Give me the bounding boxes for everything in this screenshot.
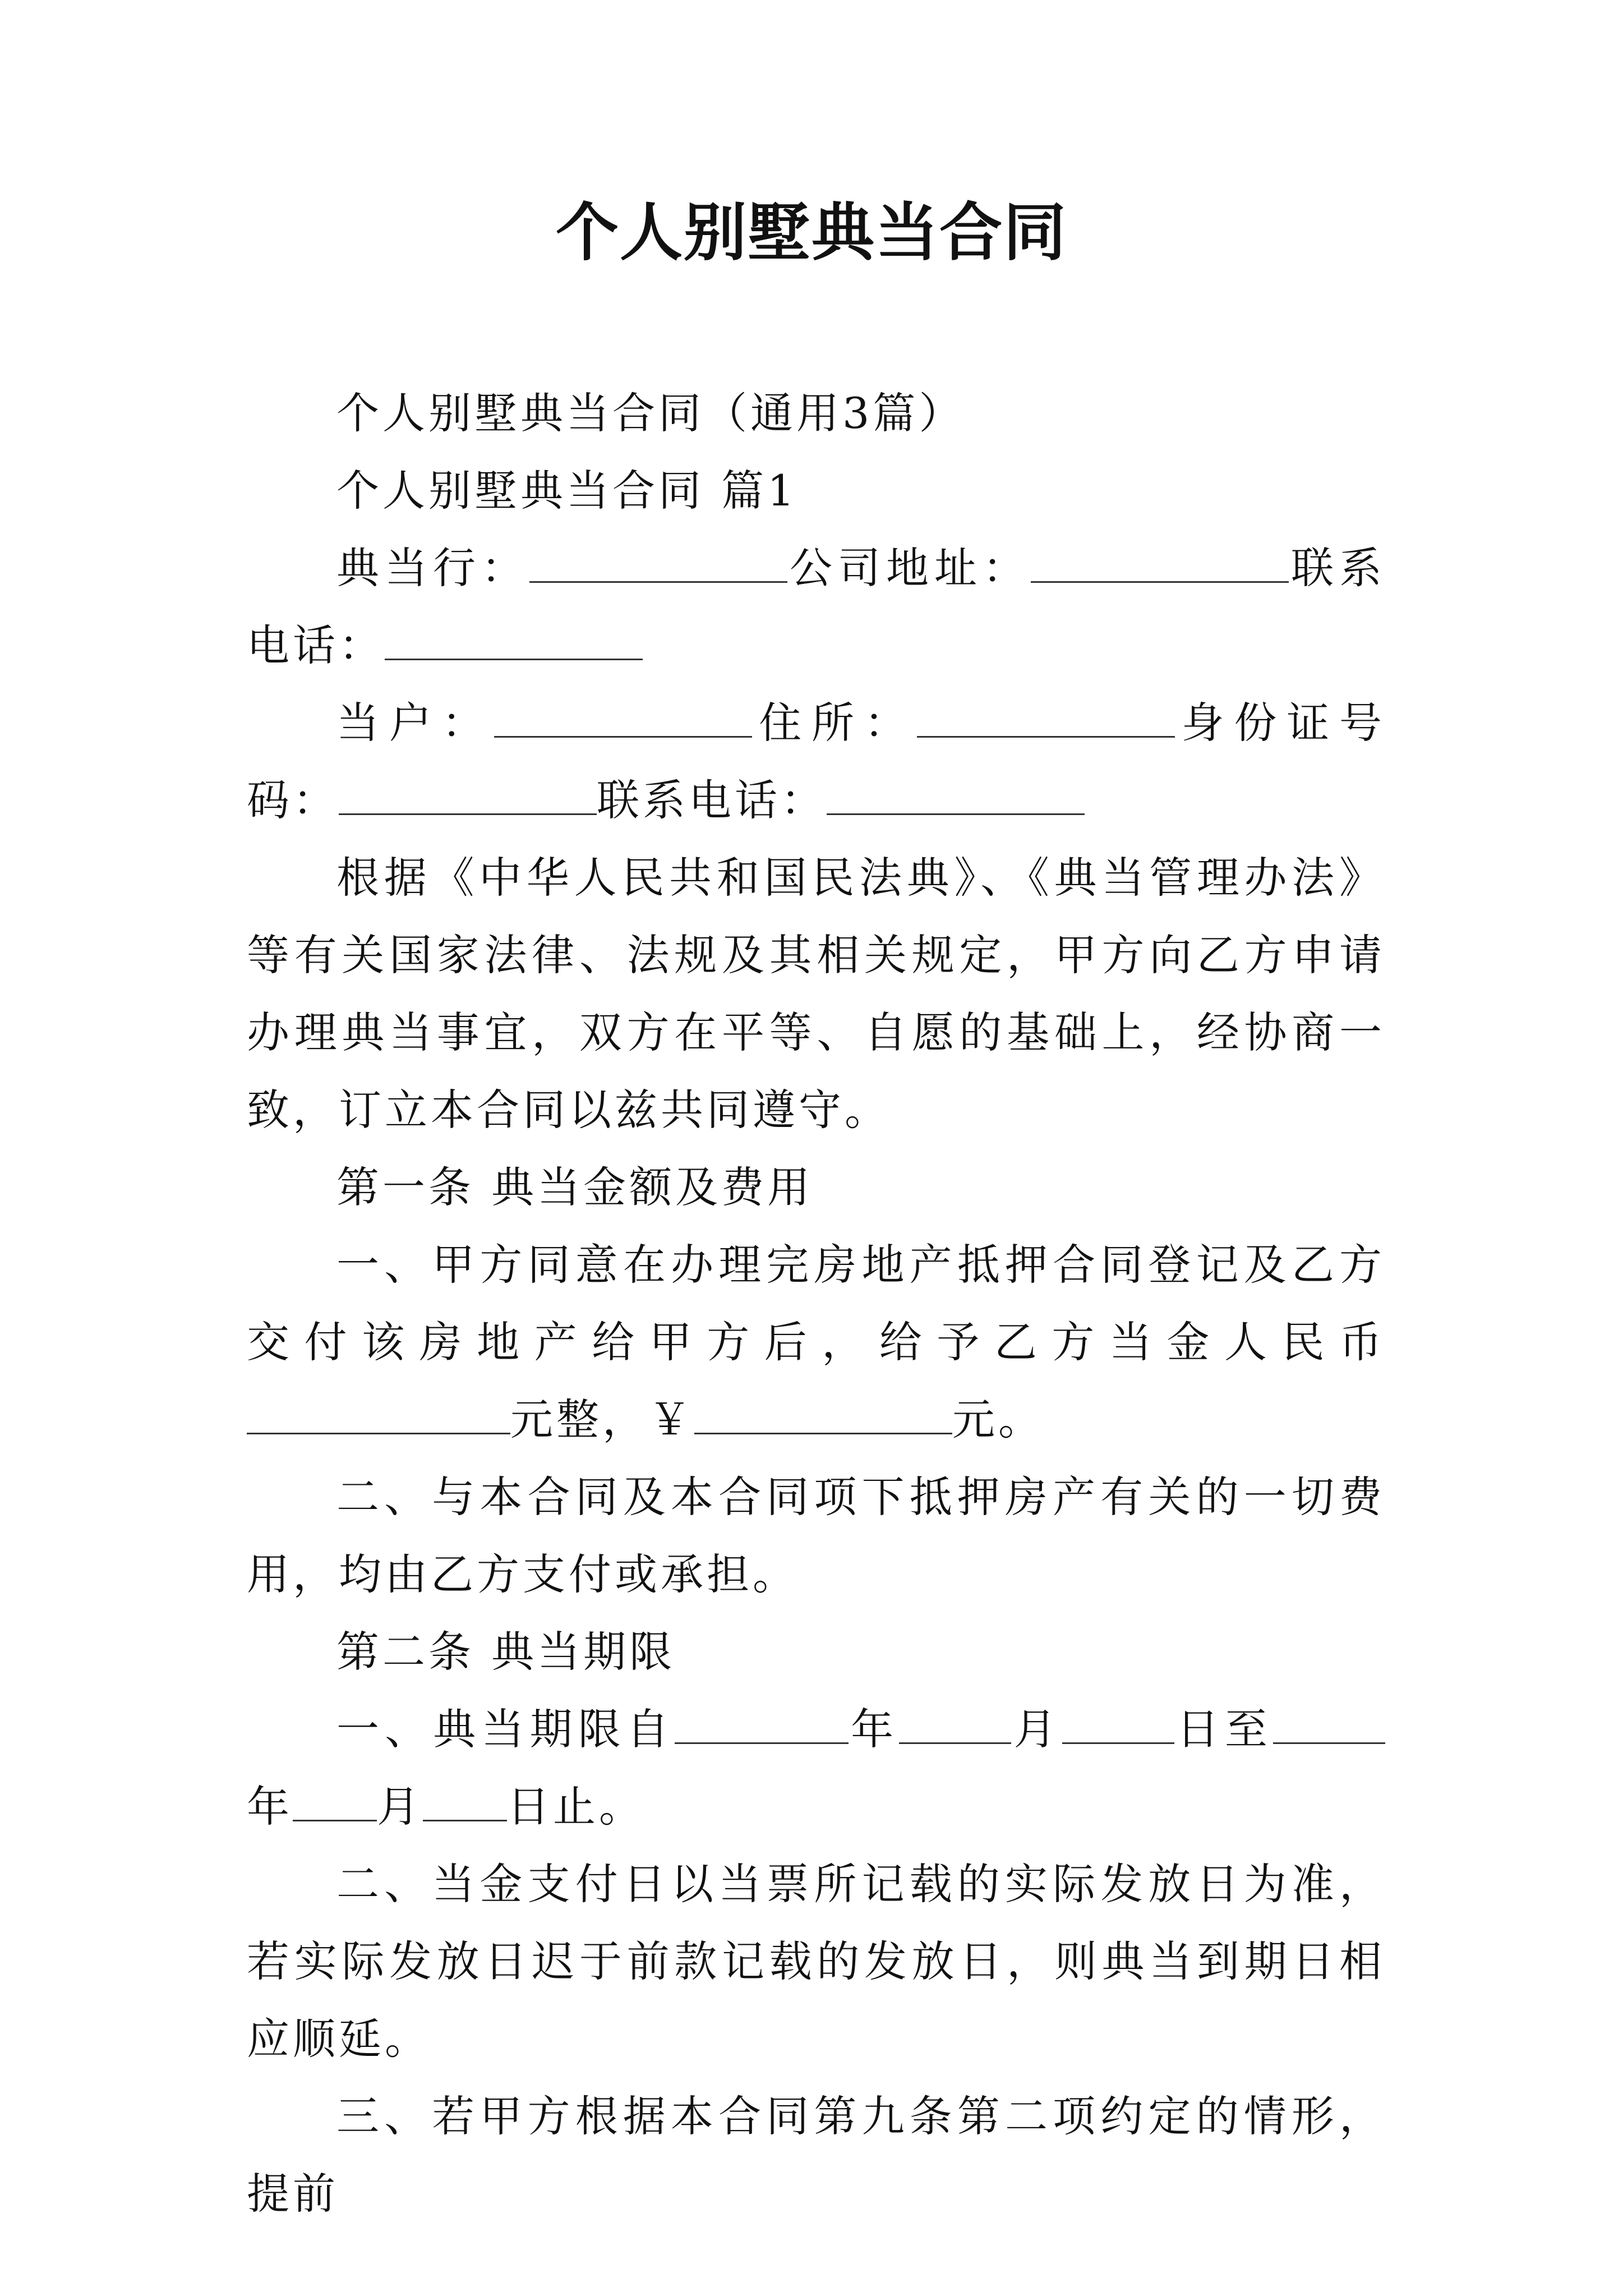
start-day-label: 日至	[1174, 1704, 1274, 1754]
section-heading: 个人别墅典当合同 篇1	[336, 466, 798, 516]
start-month-label: 月	[1011, 1704, 1062, 1754]
document-title: 个人别墅典当合同	[556, 196, 1067, 269]
id-number-label: 身份证号码：	[247, 698, 1386, 825]
start-day-blank	[1062, 1709, 1174, 1744]
end-day-blank	[423, 1786, 507, 1821]
end-month-label: 月	[377, 1782, 423, 1832]
pawner-phone-label: 联系电话：	[597, 775, 827, 825]
article-2-heading: 第二条 典当期限	[336, 1627, 676, 1677]
document-subtitle: 个人别墅典当合同（通用3篇）	[336, 388, 965, 438]
amount-figures-blank	[694, 1399, 952, 1434]
article-2-item-3: 三、若甲方根据本合同第九条第二项约定的情形，提前	[247, 2091, 1385, 2219]
term-prefix: 一、典当期限自	[336, 1704, 675, 1754]
article-1-item-1-text-a: 一、甲方同意在办理完房地产抵押合同登记及乙方交付该房地产给甲方后，给予乙方当金人民币	[247, 1240, 1385, 1367]
pawnshop-blank	[529, 547, 787, 583]
article-1-item-1-text-c: 元。	[952, 1395, 1044, 1444]
company-address-label: 公司地址：	[787, 543, 1031, 593]
residence-blank	[917, 702, 1175, 738]
pawner-blank	[494, 702, 752, 738]
end-day-label: 日止。	[507, 1782, 645, 1832]
start-month-blank	[899, 1709, 1011, 1744]
article-1-item-2: 二、与本合同及本合同项下抵押房产有关的一切费用，均由乙方支付或承担。	[247, 1472, 1385, 1599]
pawner-label: 当户：	[336, 698, 495, 748]
pawnshop-label: 典当行：	[336, 543, 529, 593]
document-body	[247, 375, 1385, 2233]
residence-label: 住所：	[752, 698, 917, 748]
company-address-blank	[1031, 547, 1289, 583]
article-2-item-1	[247, 1691, 1385, 1846]
end-year-blank	[1273, 1709, 1385, 1744]
start-year-label: 年	[849, 1704, 900, 1754]
pawner-info	[247, 684, 1385, 839]
article-1-heading: 第一条 典当金额及费用	[336, 1162, 814, 1212]
id-number-blank	[339, 780, 597, 815]
article-1-item-1-text-b: 元整，￥	[510, 1395, 694, 1444]
article-1-item-1	[247, 1226, 1385, 1458]
pawnshop-phone-blank	[385, 625, 643, 660]
pawnshop-info	[247, 530, 1385, 684]
pawnshop-phone-label: 联系电话：	[247, 543, 1385, 670]
article-2-item-2: 二、当金支付日以当票所记载的实际发放日为准，若实际发放日迟于前款记载的发放日，则典当到期日相应顺延。	[247, 1859, 1385, 2064]
end-year-label: 年	[247, 1782, 293, 1832]
pawner-phone-blank	[827, 780, 1085, 815]
end-month-blank	[293, 1786, 377, 1821]
start-year-blank	[675, 1709, 849, 1744]
amount-words-blank	[247, 1399, 510, 1434]
preamble-paragraph: 根据《中华人民共和国民法典》、《典当管理办法》等有关国家法律、法规及其相关规定，甲方向乙方申请办理典当事宜，双方在平等、自愿的基础上，经协商一致，订立本合同以兹共同遵守。	[247, 853, 1385, 1135]
